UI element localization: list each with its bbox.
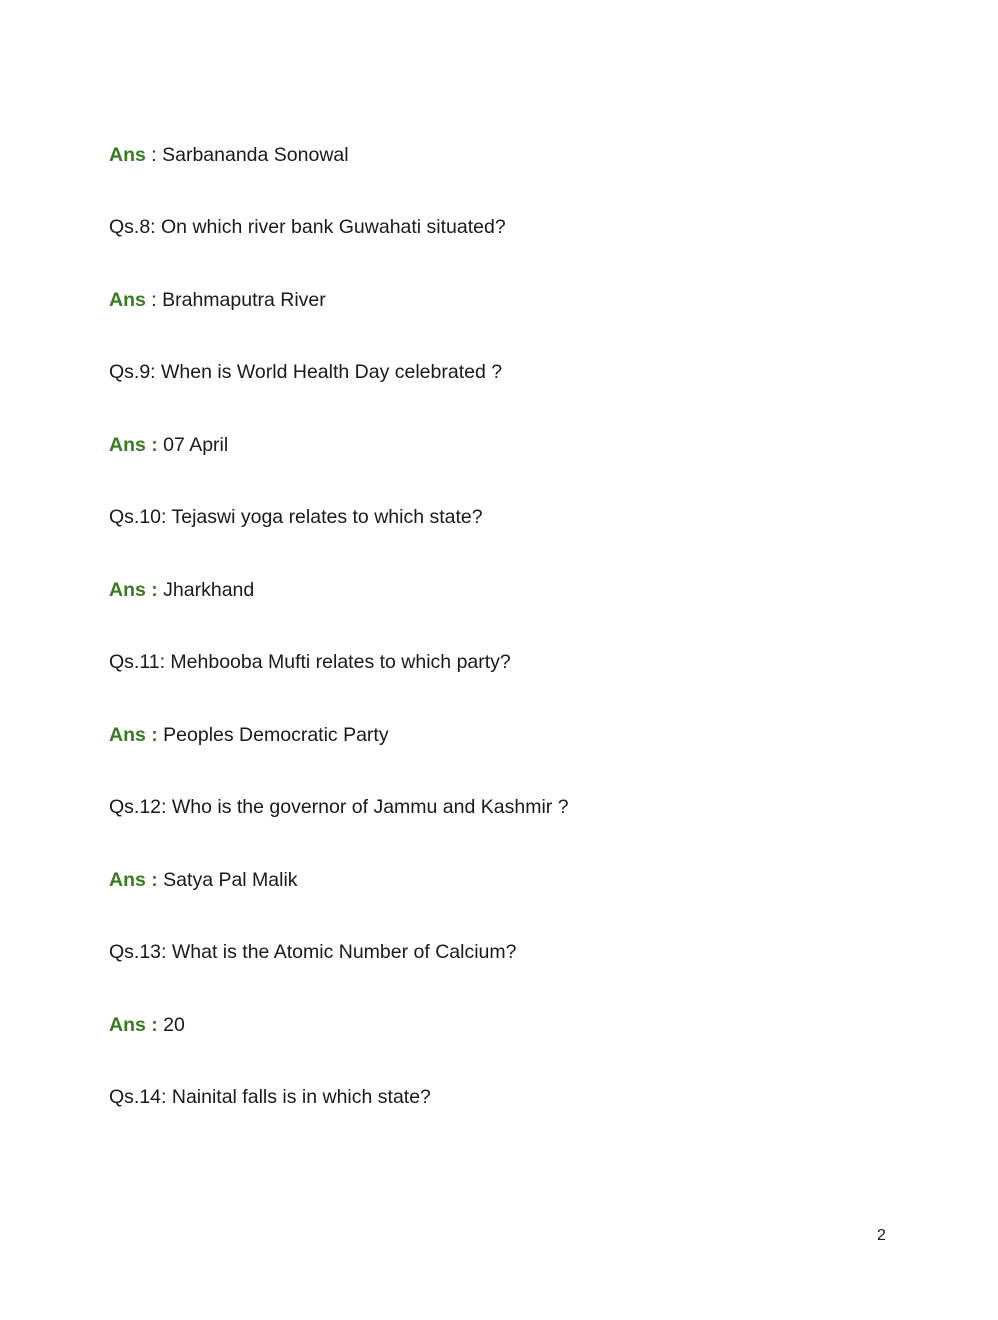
answer-line (109, 288, 326, 312)
question-line: Qs.9: When is World Health Day celebrated ? (109, 361, 503, 383)
answer-separator: : (145, 289, 163, 311)
answer-line (109, 1013, 185, 1037)
answer-text: Satya Pal Malik (163, 869, 298, 891)
answer-separator: : (145, 144, 163, 166)
question-line: Qs.12: Who is the governor of Jammu and Kashmir ? (109, 796, 569, 818)
answer-text: Sarbananda Sonowal (162, 144, 349, 166)
question-line: Qs.11: Mehbooba Mufti relates to which party? (109, 651, 511, 673)
answer-line (109, 868, 298, 892)
page-number: 2 (877, 1227, 886, 1244)
answer-text: Peoples Democratic Party (163, 724, 389, 746)
answer-label: Ans (109, 289, 146, 311)
answer-line (109, 578, 254, 602)
question-line: Qs.13: What is the Atomic Number of Calcium? (109, 941, 517, 963)
answer-text: 20 (163, 1014, 185, 1036)
question-line: Qs.8: On which river bank Guwahati situated? (109, 216, 506, 238)
answer-line (109, 723, 389, 747)
answer-label: Ans : (109, 579, 158, 601)
answer-label: Ans : (109, 869, 158, 891)
answer-line (109, 143, 349, 167)
question-line: Qs.14: Nainital falls is in which state? (109, 1086, 431, 1108)
answer-label: Ans : (109, 1014, 158, 1036)
answer-text: Brahmaputra River (162, 289, 326, 311)
answer-text: 07 April (163, 434, 229, 456)
answer-label: Ans : (109, 724, 158, 746)
question-line: Qs.10: Tejaswi yoga relates to which state? (109, 506, 483, 528)
answer-text: Jharkhand (163, 579, 255, 601)
answer-label: Ans (109, 144, 146, 166)
answer-label: Ans : (109, 434, 158, 456)
answer-line (109, 433, 228, 457)
